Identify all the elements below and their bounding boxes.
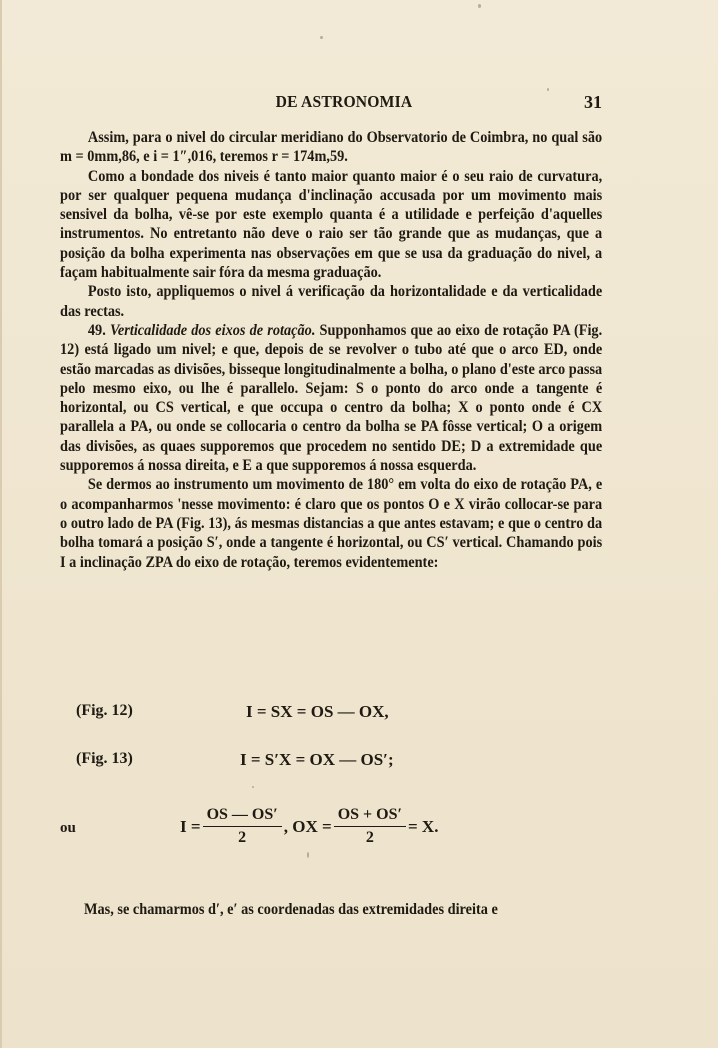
fraction-sum-numerator: OS + OS′	[334, 806, 406, 827]
paper-speck	[547, 88, 549, 91]
section-49	[60, 321, 602, 475]
paragraph-4: Se dermos ao instrumento um movimento de 180° em volta do eixo de rotação PA, e o acompanharmos 'nesse movimento: é claro que os pontos O e X virão collocar-se para o outro lado de PA (Fig. 13), ás mesmas distancias a que antes estavam; e que o centro da bolha tomará a posição S′, onde a tangente é horizontal, ou CS′ vertical. Chamando pois I a inclinação ZPA do eixo de rotação, teremos evidentemente:	[60, 476, 603, 571]
paper-speck	[478, 4, 481, 8]
fraction-sum	[334, 806, 406, 847]
section-number: 49.	[87, 321, 106, 339]
fraction-difference	[203, 806, 282, 847]
paragraph-2: Como a bondade dos niveis é tanto maior quanto maior é o seu raio de curvatura, por ser qualquer pequena mudança d'inclinação accusada por um movimento mais sensivel da bolha, vê-se por este exemplo quanta é a utilidade e perfeição d'aquelles instrumentos. No entretanto não deve o raio ser tão grande que as mudanças, que a posição da bolha experimenta nas observações em que se usa da graduação do nivel, a façam habitualmente sair fóra da mesma graduação.	[60, 167, 603, 282]
equation-3	[180, 806, 438, 847]
equation-1: I = SX = OS — OX,	[246, 702, 389, 721]
equation-3-rhs: = X.	[408, 816, 439, 836]
fraction-difference-numerator: OS — OS′	[203, 806, 282, 827]
bottom-line: Mas, se chamarmos d′, e′ as coordenadas das extremidades direita e	[84, 901, 498, 918]
page-number: 31	[584, 92, 602, 112]
paper-speck	[252, 786, 254, 788]
running-title: DE ASTRONOMIA	[275, 92, 413, 111]
paragraph-1: Assim, para o nivel do circular meridiano do Observatorio de Coimbra, no qual são m = 0mm,86, e i = 1″,016, teremos r = 174m,59.	[60, 129, 603, 166]
paper-speck	[307, 852, 309, 858]
equation-2-label: (Fig. 13)	[76, 750, 133, 767]
section-title: Verticalidade dos eixos de rotação.	[109, 321, 316, 339]
equation-3-middle: , OX =	[283, 816, 332, 836]
paper-speck	[320, 36, 323, 39]
section-text: Supponhamos que ao eixo de rotação PA (Fig. 12) está ligado um nivel; e que, depois de se revolver o tubo até que o arco ED, onde estão marcadas as divisões, bisseque longitudinalmente a bolha, o plano d'este arco passa pelo mesmo eixo, ou lhe é parallelo. Sejam: S o ponto do arco onde a tangente é horizontal, ou CS vertical, e que occupa o centro da bolha; X o ponto onde é CX parallela a PA, ou onde se collocaria o centro da bolha se PA fôsse vertical; O a origem das divisões, as quaes supporemos que procedem no sentido DE; D a extremidade que supporemos á nossa direita, e E a que supporemos á nossa esquerda.	[60, 321, 603, 475]
fraction-sum-denominator: 2	[365, 829, 374, 846]
page-header	[86, 92, 602, 116]
equation-3-label: ou	[60, 820, 76, 836]
equation-2: I = S′X = OX — OS′;	[240, 750, 394, 769]
fraction-difference-denominator: 2	[238, 829, 247, 846]
equation-3-lhs: I =	[180, 816, 201, 836]
body-text	[60, 128, 602, 572]
paragraph-3: Posto isto, appliquemos o nivel á verificação da horizontalidade e da verticalidade das rectas.	[60, 283, 603, 320]
equation-1-label: (Fig. 12)	[76, 702, 133, 719]
